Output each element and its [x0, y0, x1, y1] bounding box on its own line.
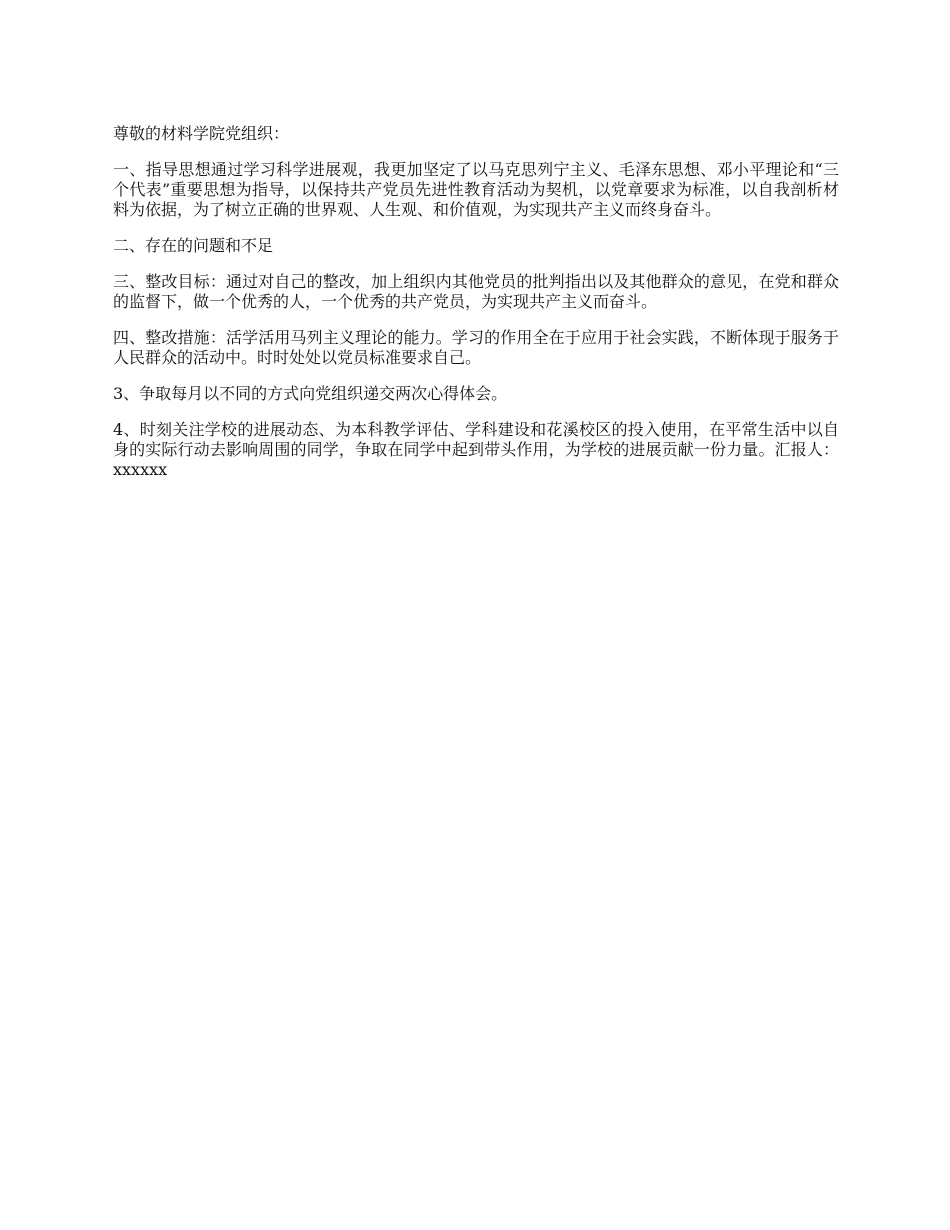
paragraph-goals: 三、整改目标：通过对自己的整改，加上组织内其他党员的批判指出以及其他群众的意见，在党和群众的监督下，做一个优秀的人，一个优秀的共产党员，为实现共产主义而奋斗。: [113, 272, 839, 311]
paragraph-item-3: 3、争取每月以不同的方式向党组织递交两次心得体会。: [113, 384, 508, 403]
paragraph-measures: 四、整改措施：活学活用马列主义理论的能力。学习的作用全在于应用于社会实践，不断体现于服务于人民群众的活动中。时时处处以党员标准要求自己。: [113, 328, 839, 367]
document-body: [113, 124, 839, 496]
salutation: 尊敬的材料学院党组织：: [113, 124, 290, 143]
paragraph-problems: 二、存在的问题和不足: [113, 236, 274, 255]
paragraph-item-4: 4、时刻关注学校的进展动态、为本科教学评估、学科建设和花溪校区的投入使用，在平常生活中以自身的实际行动去影响周围的同学，争取在同学中起到带头作用，为学校的进展贡献一份力量。汇报人：xxxxxx: [113, 420, 839, 479]
paragraph-guiding-thought: 一、指导思想通过学习科学进展观，我更加坚定了以马克思列宁主义、毛泽东思想、邓小平理论和“三个代表”重要思想为指导，以保持共产党员先进性教育活动为契机，以党章要求为标准，以自我剖析材料为依据，为了树立正确的世界观、人生观、和价值观，为实现共产主义而终身奋斗。: [113, 160, 839, 219]
